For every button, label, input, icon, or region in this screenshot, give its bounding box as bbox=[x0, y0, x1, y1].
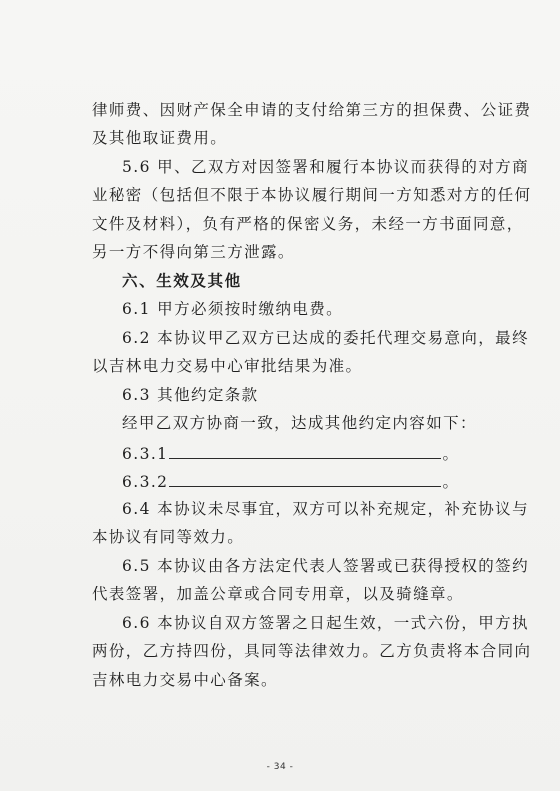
clause-6-3-2-label: 6.3.2 bbox=[122, 473, 169, 491]
clause-6-1: 6.1 甲方必须按时缴纳电费。 bbox=[122, 300, 344, 318]
clause-6-3-intro: 经甲乙双方协商一致，达成其他约定内容如下： bbox=[122, 414, 477, 432]
clause-5-6-line: 5.6 甲、乙双方对因签署和履行本协议而获得的对方商 bbox=[122, 158, 529, 176]
clause-6-4-line: 6.4 本协议未尽事宜，双方可以补充规定，补充协议与 bbox=[122, 500, 529, 518]
clause-5-6-line: 业秘密（包括但不限于本协议履行期间一方知悉对方的任何 bbox=[92, 186, 532, 204]
clause-5-6-line: 另一方不得向第三方泄露。 bbox=[92, 243, 295, 261]
clause-6-3-1-end: 。 bbox=[442, 445, 460, 463]
page-number: - 34 - bbox=[266, 762, 294, 772]
clause-6-2-line: 6.2 本协议甲乙双方已达成的委托代理交易意向，最终 bbox=[122, 329, 529, 347]
clause-6-4-line: 本协议有同等效力。 bbox=[92, 528, 245, 546]
clause-6-5-line: 6.5 本协议由各方法定代表人签署或已获得授权的签约 bbox=[122, 557, 529, 575]
clause-6-6-line: 两份，乙方持四份，具同等法律效力。乙方负责将本合同向 bbox=[92, 642, 532, 660]
fill-in-blank bbox=[169, 470, 441, 487]
clause-6-5-line: 代表签署，加盖公章或合同专用章，以及骑缝章。 bbox=[92, 585, 464, 603]
clause-6-3-1-label: 6.3.1 bbox=[122, 445, 169, 463]
fill-in-blank bbox=[169, 442, 441, 459]
clause-6-3-1 bbox=[122, 442, 459, 464]
clause-6-3-2-end: 。 bbox=[442, 473, 460, 491]
clause-6-2-line: 以吉林电力交易中心审批结果为准。 bbox=[92, 357, 363, 375]
paragraph-line: 及其他取证费用。 bbox=[92, 129, 228, 147]
section-heading: 六、生效及其他 bbox=[122, 271, 242, 290]
clause-6-3: 6.3 其他约定条款 bbox=[122, 386, 259, 404]
clause-5-6-line: 文件及材料），负有严格的保密义务，未经一方书面同意， bbox=[92, 215, 524, 233]
clause-6-6-line: 吉林电力交易中心备案。 bbox=[92, 671, 278, 689]
clause-6-3-2 bbox=[122, 470, 459, 492]
paragraph-line: 律师费、因财产保全申请的支付给第三方的担保费、公证费 bbox=[92, 101, 532, 119]
clause-6-6-line: 6.6 本协议自双方签署之日起生效，一式六份，甲方执 bbox=[122, 614, 529, 632]
